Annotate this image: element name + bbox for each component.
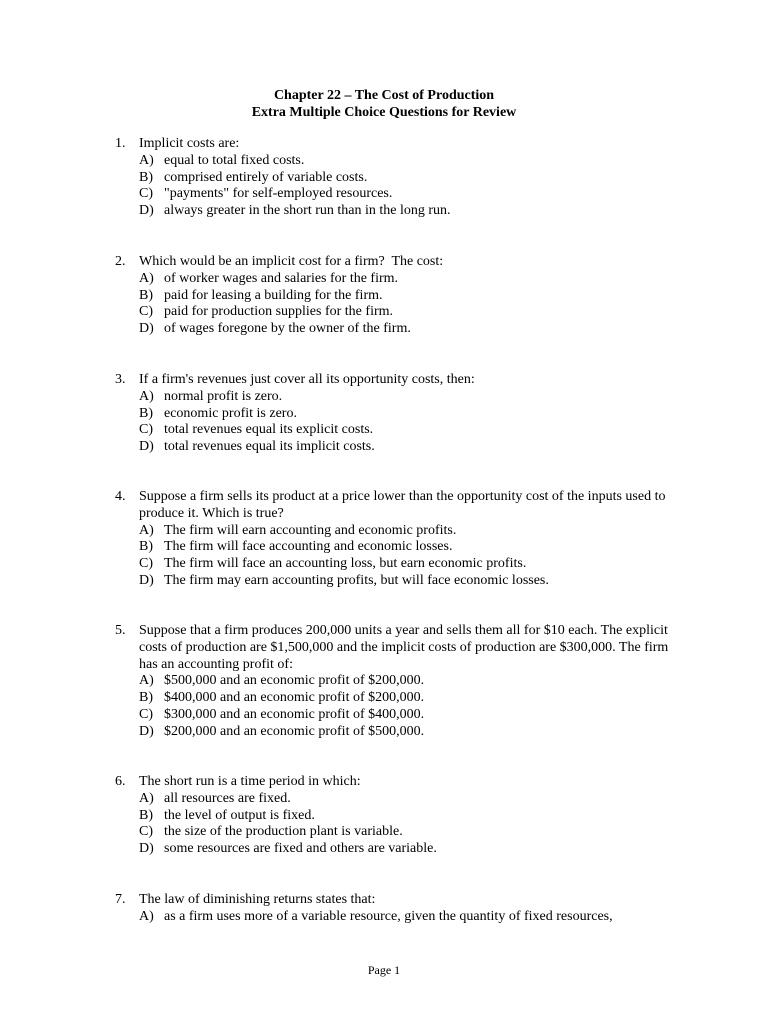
answer-option bbox=[115, 909, 685, 926]
answer-option bbox=[115, 406, 685, 423]
answer-option bbox=[115, 824, 685, 841]
question-text: The short run is a time period in which: bbox=[139, 774, 361, 789]
question-number: 6. bbox=[115, 774, 126, 789]
option-label: A) bbox=[139, 388, 154, 404]
option-text: always greater in the short run than in the long run. bbox=[164, 203, 451, 219]
question-2 bbox=[115, 254, 685, 338]
option-label: D) bbox=[139, 723, 154, 739]
option-text: of wages foregone by the owner of the firm. bbox=[164, 321, 411, 337]
answer-option bbox=[115, 203, 685, 220]
option-label: A) bbox=[139, 270, 154, 286]
option-text: total revenues equal its explicit costs. bbox=[164, 422, 374, 438]
question-7 bbox=[115, 892, 685, 926]
option-label: B) bbox=[139, 169, 153, 185]
question-text: The law of diminishing returns states that: bbox=[139, 892, 376, 907]
option-text: $300,000 and an economic profit of $400,000. bbox=[164, 706, 425, 722]
answer-option bbox=[115, 841, 685, 858]
option-text: $500,000 and an economic profit of $200,000. bbox=[164, 673, 425, 689]
option-label: A) bbox=[139, 673, 154, 689]
option-label: D) bbox=[139, 439, 154, 455]
option-text: of worker wages and salaries for the firm. bbox=[164, 270, 399, 286]
option-label: A) bbox=[139, 152, 154, 168]
answer-option bbox=[115, 271, 685, 288]
option-text: The firm will face an accounting loss, but earn economic profits. bbox=[164, 556, 527, 572]
question-text: Suppose a firm sells its product at a price lower than the opportunity cost of the inputs used to produce it. Which is true? bbox=[139, 489, 669, 521]
answer-option bbox=[115, 808, 685, 825]
question-number: 7. bbox=[115, 892, 126, 907]
option-text: normal profit is zero. bbox=[164, 388, 283, 404]
option-text: $200,000 and an economic profit of $500,000. bbox=[164, 723, 425, 739]
option-label: C) bbox=[139, 186, 153, 202]
answer-option bbox=[115, 321, 685, 338]
option-text: paid for leasing a building for the firm. bbox=[164, 287, 383, 303]
option-label: B) bbox=[139, 807, 153, 823]
option-label: A) bbox=[139, 522, 154, 538]
answer-option bbox=[115, 186, 685, 203]
option-label: A) bbox=[139, 908, 154, 924]
question-number: 5. bbox=[115, 623, 126, 638]
document-subtitle: Extra Multiple Choice Questions for Review bbox=[251, 105, 517, 120]
document-title: Chapter 22 – The Cost of Production bbox=[273, 88, 495, 103]
option-label: A) bbox=[139, 790, 154, 806]
answer-option bbox=[115, 707, 685, 724]
option-text: "payments" for self-employed resources. bbox=[164, 186, 393, 202]
option-text: all resources are fixed. bbox=[164, 790, 291, 806]
answer-option bbox=[115, 288, 685, 305]
option-text: comprised entirely of variable costs. bbox=[164, 169, 368, 185]
option-label: D) bbox=[139, 841, 154, 857]
page-number: Page 1 bbox=[367, 963, 401, 977]
option-label: B) bbox=[139, 405, 153, 421]
answer-option bbox=[115, 556, 685, 573]
answer-option bbox=[115, 539, 685, 556]
answer-option bbox=[115, 153, 685, 170]
answer-option bbox=[115, 724, 685, 741]
option-label: D) bbox=[139, 572, 154, 588]
option-text: The firm will face accounting and economic losses. bbox=[164, 539, 453, 555]
question-text: Suppose that a firm produces 200,000 units a year and sells them all for $10 each. The explicit costs of production are $1,500,000 and the implicit costs of production are $300,000. The firm has an accounting profit of: bbox=[139, 623, 672, 672]
option-label: C) bbox=[139, 556, 153, 572]
question-text: Which would be an implicit cost for a firm? The cost: bbox=[139, 254, 444, 269]
answer-option bbox=[115, 523, 685, 540]
answer-option bbox=[115, 389, 685, 406]
option-text: the level of output is fixed. bbox=[164, 807, 315, 823]
option-text: The firm may earn accounting profits, but will face economic losses. bbox=[164, 572, 549, 588]
question-3 bbox=[115, 372, 685, 456]
answer-option bbox=[115, 690, 685, 707]
answer-option bbox=[115, 304, 685, 321]
option-label: C) bbox=[139, 304, 153, 320]
option-text: paid for production supplies for the firm. bbox=[164, 304, 394, 320]
option-label: D) bbox=[139, 203, 154, 219]
option-label: C) bbox=[139, 824, 153, 840]
option-label: B) bbox=[139, 287, 153, 303]
question-number: 1. bbox=[115, 136, 126, 151]
option-text: the size of the production plant is variable. bbox=[164, 824, 403, 840]
option-text: $400,000 and an economic profit of $200,000. bbox=[164, 690, 425, 706]
answer-option bbox=[115, 170, 685, 187]
option-label: C) bbox=[139, 706, 153, 722]
answer-option bbox=[115, 573, 685, 590]
answer-option bbox=[115, 422, 685, 439]
answer-option bbox=[115, 673, 685, 690]
question-text: If a firm's revenues just cover all its opportunity costs, then: bbox=[139, 372, 475, 387]
question-6 bbox=[115, 774, 685, 858]
question-1 bbox=[115, 136, 685, 220]
question-number: 3. bbox=[115, 372, 126, 387]
option-text: some resources are fixed and others are variable. bbox=[164, 841, 437, 857]
option-label: D) bbox=[139, 321, 154, 337]
option-text: economic profit is zero. bbox=[164, 405, 297, 421]
option-text: total revenues equal its implicit costs. bbox=[164, 439, 375, 455]
question-5 bbox=[115, 623, 685, 741]
answer-option bbox=[115, 791, 685, 808]
option-label: C) bbox=[139, 422, 153, 438]
option-text: The firm will earn accounting and economic profits. bbox=[164, 522, 457, 538]
answer-option bbox=[115, 439, 685, 456]
option-text: equal to total fixed costs. bbox=[164, 152, 305, 168]
question-text: Implicit costs are: bbox=[139, 136, 240, 151]
option-text: as a firm uses more of a variable resource, given the quantity of fixed resources, bbox=[164, 908, 613, 924]
option-label: B) bbox=[139, 690, 153, 706]
option-label: B) bbox=[139, 539, 153, 555]
question-number: 2. bbox=[115, 254, 126, 269]
question-4 bbox=[115, 489, 685, 590]
question-number: 4. bbox=[115, 489, 126, 504]
